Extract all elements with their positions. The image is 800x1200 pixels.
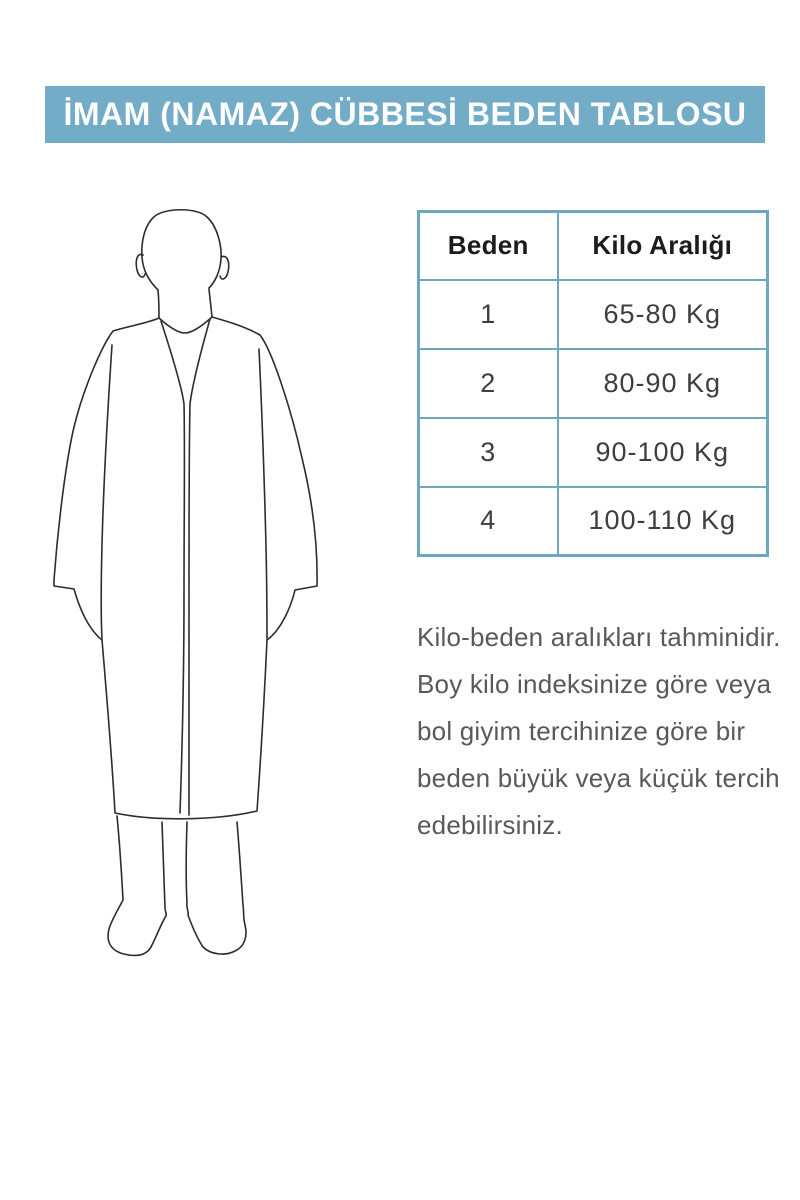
robed-figure-svg [45, 195, 325, 965]
title-banner [45, 86, 765, 143]
size-value: 1 [419, 280, 558, 349]
inner-neckline [159, 317, 212, 333]
head-outline [142, 210, 221, 290]
front-opening-right [189, 319, 210, 815]
note-line: bol giyim tercihinize göre bir [417, 716, 746, 746]
weight-range-value: 100-110 Kg [558, 487, 768, 556]
size-table-header-row [419, 212, 768, 280]
size-value: 4 [419, 487, 558, 556]
table-row [419, 280, 768, 349]
column-header-kilo-araligi: Kilo Aralığı [558, 212, 768, 280]
left-leg-foot [108, 816, 166, 955]
note-line: Boy kilo indeksinize göre veya [417, 669, 772, 699]
weight-range-value: 80-90 Kg [558, 349, 768, 418]
robe-outline [54, 317, 317, 819]
table-row [419, 418, 768, 487]
right-leg-foot [186, 822, 246, 954]
note-line: edebilirsiniz. [417, 810, 563, 840]
size-note [417, 614, 787, 849]
right-sleeve-seam [259, 349, 267, 639]
table-row [419, 349, 768, 418]
neck-left [158, 290, 159, 318]
page-title: İMAM (NAMAZ) CÜBBESİ BEDEN TABLOSU [63, 96, 747, 132]
robed-figure-illustration [45, 195, 325, 965]
front-opening-left [161, 321, 184, 813]
table-row [419, 487, 768, 556]
size-value: 2 [419, 349, 558, 418]
neck-right [209, 289, 212, 317]
left-sleeve-seam [101, 345, 112, 639]
note-line: beden büyük veya küçük tercih [417, 763, 780, 793]
column-header-beden: Beden [419, 212, 558, 280]
note-line: Kilo-beden aralıkları tahminidir. [417, 622, 781, 652]
weight-range-value: 65-80 Kg [558, 280, 768, 349]
size-table [417, 210, 769, 557]
size-value: 3 [419, 418, 558, 487]
weight-range-value: 90-100 Kg [558, 418, 768, 487]
